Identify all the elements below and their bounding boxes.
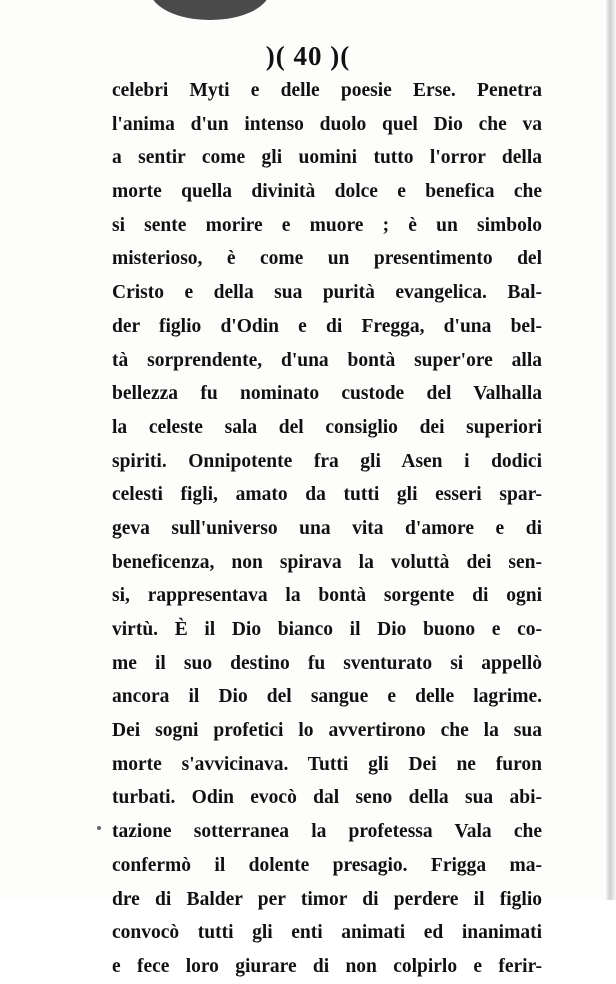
text-line: convocò tutti gli enti animati ed inanimati xyxy=(112,922,542,944)
text-line: turbati. Odin evocò dal seno della sua abi- xyxy=(112,787,542,809)
text-line: ancora il Dio del sangue e delle lagrime. xyxy=(112,686,542,708)
text-line: a sentir come gli uomini tutto l'orror della xyxy=(112,147,542,169)
text-line: si sente morire e muore ; è un simbolo xyxy=(112,214,542,236)
text-line: Cristo e della sua purità evangelica. Bal- xyxy=(112,282,542,304)
text-line: e fece loro giurare di non colpirlo e ferir- xyxy=(112,955,542,977)
text-line: celesti figli, amato da tutti gli esseri spar- xyxy=(112,484,542,506)
text-line: morte quella divinità dolce e benefica che xyxy=(112,181,542,203)
page-number-header: )( 40 )( xyxy=(265,41,351,71)
text-line: l'anima d'un intenso duolo quel Dio che va xyxy=(112,113,542,135)
text-line: me il suo destino fu sventurato si appellò xyxy=(112,652,542,674)
text-line: beneficenza, non spirava la voluttà dei sen- xyxy=(112,551,542,573)
text-line: tazione sotterranea la profetessa Vala che xyxy=(112,821,542,843)
text-line: Dei sogni profetici lo avvertirono che la sua xyxy=(112,720,542,742)
page-edge xyxy=(606,0,616,900)
text-line: der figlio d'Odin e di Fregga, d'una bel- xyxy=(112,315,542,337)
text-line: virtù. È il Dio bianco il Dio buono e co- xyxy=(112,619,542,640)
ink-speck xyxy=(97,826,101,830)
text-line: spiriti. Onnipotente fra gli Asen i dodici xyxy=(112,450,542,472)
body-text xyxy=(112,74,542,984)
text-line: geva sull'universo una vita d'amore e di xyxy=(112,517,542,539)
text-line: si, rappresentava la bontà sorgente di ogni xyxy=(112,585,542,607)
scan-shadow xyxy=(150,0,270,20)
text-line: confermò il dolente presagio. Frigga ma- xyxy=(112,854,542,876)
text-line: bellezza fu nominato custode del Valhalla xyxy=(112,383,542,405)
text-line: tà sorprendente, d'una bontà super'ore alla xyxy=(112,349,542,371)
text-line: la celeste sala del consiglio dei superiori xyxy=(112,416,542,438)
text-line: misterioso, è come un presentimento del xyxy=(112,248,542,270)
text-line: celebri Myti e delle poesie Erse. Penetra xyxy=(112,80,542,101)
text-line: dre di Balder per timor di perdere il figlio xyxy=(112,888,542,910)
text-line: morte s'avvicinava. Tutti gli Dei ne furon xyxy=(112,753,542,775)
